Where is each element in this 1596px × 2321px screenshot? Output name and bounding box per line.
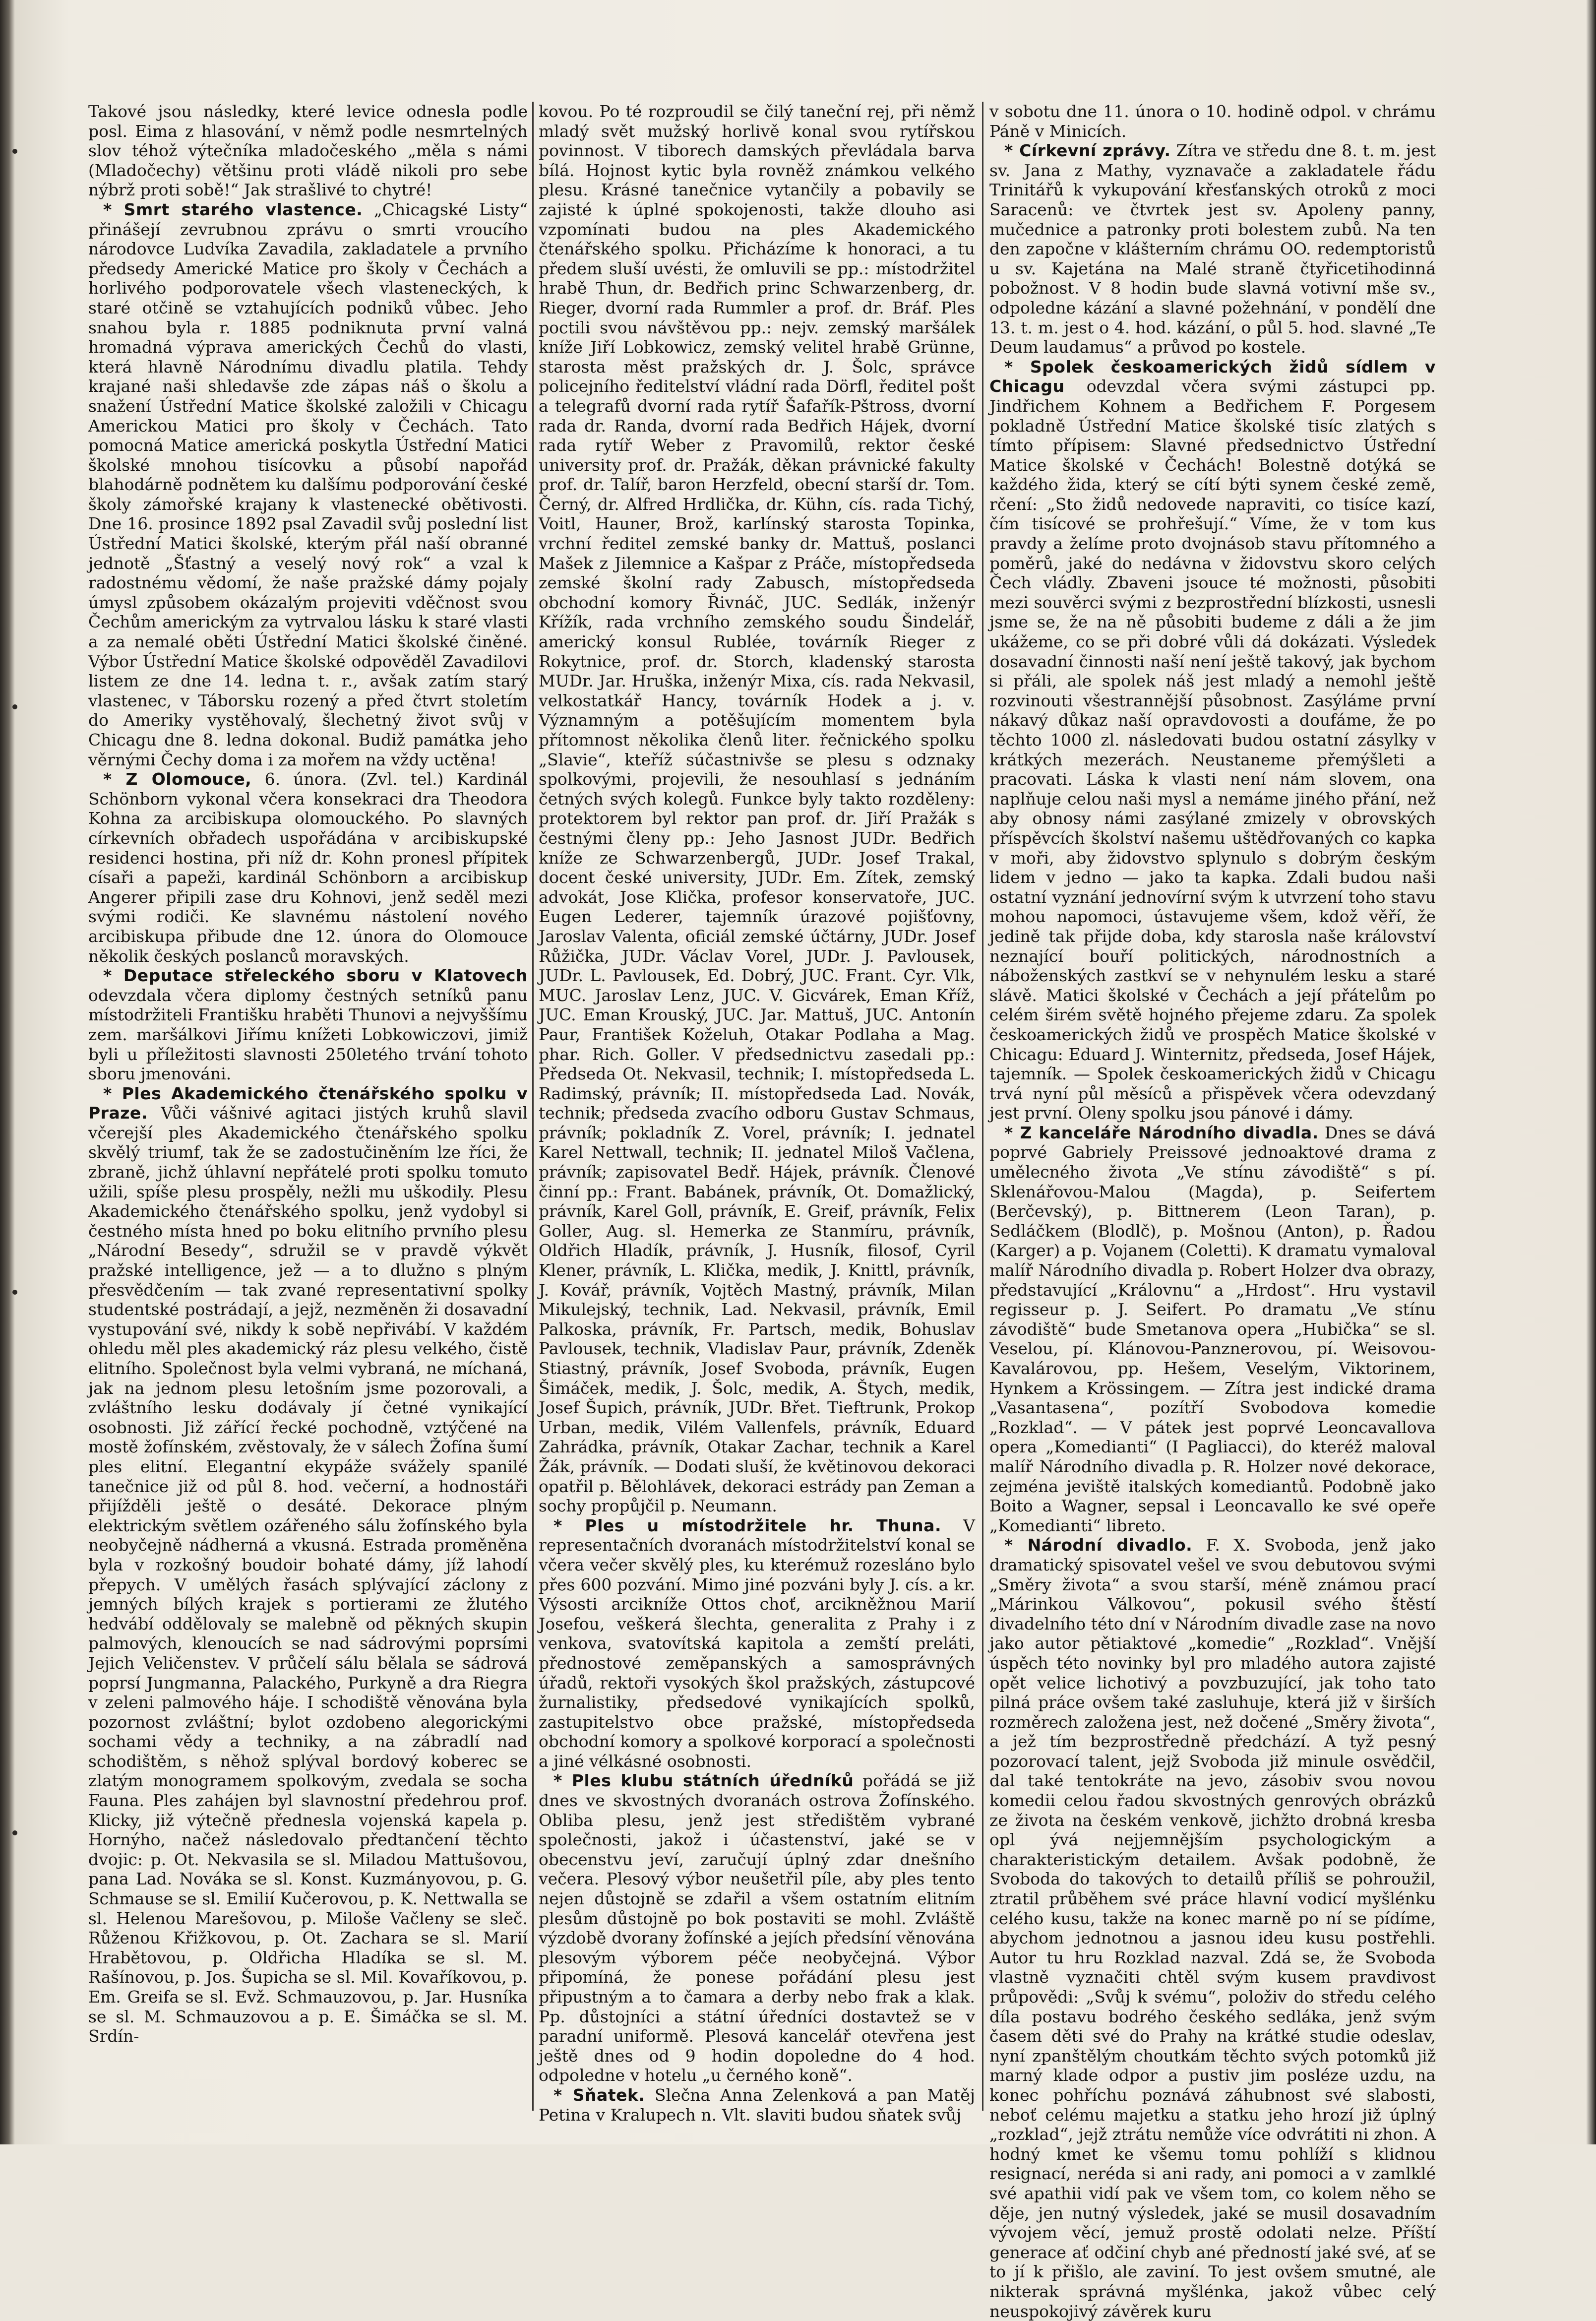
article-paragraph (88, 102, 528, 200)
article-paragraph (989, 102, 1436, 141)
article-text: „Chicagské Listy“ přinášejí zevrubnou zprávu o smrti vroucího národovce Ludvíka Zavadila, zakladatele a prvního předsedy Americké Matice pro školy v Čechách a horlivého podporovatele všech vlasteneckých, k staré otčině se vztahujících podniků vůbec. Jeho snahou byla r. 1885 podniknuta první valná hromadná výprava amerických Čechů do vlasti, která hlavně Národnímu divadlu platila. Tehdy krajané naši shledavše zde zápas náš o školu a snažení Ústřední Matice školské založili v Chicagu Americkou Matici pro školy v Čechách. Tato pomocná Matice americká poskytla Ústřední Matici školské mnohou tisícovku a působí napořád blahodárně podnětem ku dalšímu podporování české školy zámořské krajany k vlastenecké obětivosti. Dne 16. prosince 1892 psal Zavadil svůj poslední list Ústřední Matici školské, kterým přál naší obranné jednotě „Šťastný a veselý nový rok“ a vzal k radostnému vědomí, že naše pražské dámy pojaly úmysl způsobem okázalým projeviti vděčnost svou Čechům americkým za vytrvalou lásku k staré vlasti a za nemalé oběti Ústřední Matici školské činěné. Výbor Ústřední Matice školské odpověděl Zavadilovi listem ze dne 14. ledna t. r., avšak zatím starý vlastenec, v Táborsku rozený a před čtvrt stoletím do Ameriky vystěhovalý, šlechetný život svůj v Chicagu dne 8. ledna dokonal. Budiž památka jeho věrnými Čechy doma i za mořem na vždy uctěna! (88, 199, 528, 769)
article-text: Vůči vášnivé agitaci jistých kruhů slavil včerejší ples Akademického čtenářského spolku skvělý triumf, tak že se zadostučiněním lze říci, že zbraně, jichž úhlavní nepřátelé proti spolku tomuto užili, spíše plesu prospěly, nežli mu uškodily. Plesu Akademického čtenářského spolku, jenž vydobyl si čestného místa hned po boku elitního prvního plesu „Národní Besedy“, sdružil se v pravdě výkvět pražské intelligence, jež — a to dlužno s plným přesvědčením — tak zvané representativní spolky studentské postrádají, a jejž, nezměněn ži dosavadní vystupování své, nikdy k sobě nepřivábí. V každém ohledu měl ples akademický ráz plesu velkého, čistě elitního. Společnost byla velmi vybraná, ne míchaná, jak na jednom plesu letošním jsme pozorovali, a zvláštního lesku dodávaly jí četné vynikající osobnosti. Již zářící řecké pochodně, vztýčené na mostě žofínském, zvěstovaly, že v sálech Žofína šumí ples elitní. Elegantní ekypáže svážely spanilé tanečnice již od půl 8. hod. večerní, a hodnostáři přijížděli ještě o desáté. Dekorace plným elektrickým světlem ozářeného sálu žofínského byla neobyčejně nádherná a vkusná. Estrada proměněna byla v rozkošný boudoir bohaté dámy, jíž lahodí přepych. V umělých řasách splývající záclony z jemných bílých krajek s portierami ze žlutého hedvábí oddělovaly se malebně od pěkných skupin palmových, klenoucích se nad sádrovými poprsími Jejich Veličenstev. V průčelí sálu bělala se sádrová poprsí Jungmanna, Palackého, Purkyně a dra Riegra v zeleni palmového háje. I schodiště věnována byla pozornost zvláštní; bylot ozdobeno alegorickými sochami vědy a techniky, a na zábradlí nad schodištěm, s něhož splýval bordový koberec se zlatým monogramem spolkovým, zvedala se socha Fauna. Ples zahájen byl slavnostní předehrou prof. Klicky, již výtečně přednesla vojenská kapela p. Hornýho, načež následovalo předtančení těchto dvojic: p. Ot. Nekvasila se sl. Miladou Mattušovou, pana Lad. Nováka se sl. Konst. Kuzmányovou, p. G. Schmause se sl. Emilií Kučerovou, p. K. Nettwalla se sl. Helenou Marešovou, p. Miloše Vačleny se sleč. Růženou Křižkovou, p. Ot. Zachara se sl. Marií Hrabětovou, p. Oldřicha Hladíka se sl. M. Rašínovou, p. Jos. Šupicha se sl. Mil. Kovaříkovou, p. Em. Greifa se sl. Evž. Schmauzovou, p. Jar. Husníka se sl. M. Schmauzovou a p. E. Šimáčka se sl. M. Srdín- (88, 1103, 528, 2046)
article-paragraph (539, 1516, 975, 1771)
scan-edge-left (0, 0, 15, 2144)
article-paragraph (539, 1771, 975, 2085)
article-heading: * Národní divadlo. (1004, 1535, 1193, 1555)
article-paragraph (88, 1084, 528, 2046)
binding-hole (12, 704, 17, 709)
column-rule (982, 102, 983, 2111)
column-2 (539, 102, 975, 2125)
binding-hole (12, 1830, 17, 1835)
article-text: 6. února. (Zvl. tel.) Kardinál Schönborn vykonal včera konsekraci dra Theodora Kohna za arcibiskupa olomouckého. Po slavných církevních obřadech uspořádána v arcibiskupské residenci hostina, při níž dr. Kohn pronesl přípitek císaři a papeži, kardinál Schönborn a arcibiskup Angerer připili zase dru Kohnovi, jenž seděl mezi svými rodiči. Ke slavnému nástolení nového arcibiskupa přibude dne 12. února do Olomouce několik českých poslanců moravských. (88, 769, 528, 966)
article-text: kovou. Po té rozproudil se čilý taneční rej, při němž mladý svět mužský horlivě konal svou rytířskou povinnost. V tiborech damských převládala barva bílá. Hojnost kytic byla rovněž známkou velkého plesu. Krásné tanečnice vytančily a pobavily se zajisté k úplné spokojenosti, takže dlouho asi vzpomínati budou na ples Akademického čtenářského spolku. Přicházíme k honoraci, a tu předem sluší uvésti, že omluvili se pp.: místodržitel hrabě Thun, dr. Bedřich princ Schwarzenberg, dr. Rieger, dvorní rada Rummler a prof. dr. Bráf. Ples poctili svou návštěvou pp.: nejv. zemský maršálek kníže Jiří Lobkowicz, zemský velitel hrabě Grünne, starosta měst pražských dr. J. Šolc, správce policejního ředitelství vládní rada Dörfl, ředitel pošt a telegrafů dvorní rada rytíř Šafařík-Pštross, dvorní rada dr. Randa, dvorní rada Bedřich Hájek, dvorní rada rytíř Weber z Pravomilů, rektor české university prof. dr. Pražák, děkan právnické fakulty prof. dr. Talíř, baron Herzfeld, obecní starší dr. Tom. Černý, dr. Alfred Hrdlička, dr. Kühn, cís. rada Tichý, Voitl, Hauner, Brož, karlínský starosta Topinka, vrchní ředitel zemské banky dr. Mattuš, poslanci Mašek z Jilemnice a Kašpar z Práče, místopředseda zemské školní rady Zabusch, místopředseda obchodní komory Řivnáč, JUC. Sedlák, inženýr Křížík, rada vrchního zemského soudu Šindelář, americký konsul Rublée, továrník Rieger z Rokytnice, prof. dr. Storch, kladenský starosta MUDr. Jar. Hruška, inženýr Mixa, cís. rada Nekvasil, velkostatkář Hancy, továrník Hodek a j. v. Významným a potěšujícím momentem byla přítomnost několika členů liter. řečnického spolku „Slavie“, kteříž súčastnivše se plesu s odznaky spolkovými, projevili, že nesouhlasí s jednáním četných svých kolegů. Funkce byly takto rozděleny: protektorem byl rektor pan prof. dr. Jiří Pražák s čestnými členy pp.: Jeho Jasnost JUDr. Bedřich kníže ze Schwarzenbergů, JUDr. Josef Trakal, docent české university, JUDr. Em. Zítek, zemský advokát, Jose Klička, profesor konservatoře, JUC. Eugen Lederer, tajemník úrazové pojišťovny, Jaroslav Valenta, oficiál zemské účtárny, JUDr. Josef Růžička, JUDr. Václav Vorel, JUDr. J. Pavlousek, JUDr. L. Pavlousek, Ed. Dobrý, JUC. Frant. Cyr. Vlk, MUC. Jaroslav Lenz, JUC. V. Gicvárek, Eman Kříž, JUC. Eman Krouský, JUC. Jar. Mattuš, JUC. Antonín Paur, František Koželuh, Otakar Podlaha a Mag. phar. Rich. Goller. V předsednictvu zasedali pp.: Předseda Ot. Nekvasil, technik; I. místopředseda L. Radimský, právník; II. místopředseda Lad. Novák, technik; předseda zvacího odboru Gustav Schmaus, právník; pokladník Z. Vorel, právník; I. jednatel Karel Nettwall, technik; II. jednatel Miloš Vačlena, právník; zapisovatel Bedř. Hájek, právník. Členové činní pp.: Frant. Babánek, právník, Ot. Domažlický, právník, Karel Goll, právník, E. Greif, právník, Felix Goller, Aug. sl. Hemerka ze Stanmíru, právník, Oldřich Hladík, právník, J. Husník, filosof, Cyril Klener, právník, L. Klička, medik, J. Knittl, právník, J. Kovář, právník, Vojtěch Mastný, právník, Milan Mikulejský, technik, Lad. Nekvasil, právník, Emil Palkoska, právník, Fr. Partsch, medik, Bohuslav Pavlousek, technik, Vladislav Paur, právník, Zdeněk Stiastný, právník, Josef Svoboda, právník, Eugen Šimáček, medik, J. Šolc, medik, A. Štych, medik, Josef Šupich, právník, JUDr. Břet. Tieftrunk, Prokop Urban, medik, Vilém Vallenfels, právník, Eduard Zahrádka, právník, Otakar Zachar, technik a Karel Žák, právník. — Dodati sluší, že květinovou dekoraci opatřil p. Bělohlávek, dekoraci estrády pan Zeman a sochy propůjčil p. Neumann. (539, 102, 975, 1516)
article-paragraph (539, 2085, 975, 2125)
article-text: V representačních dvoranách místodržitelství konal se včera večer skvělý ples, ku kterémuž rozesláno bylo přes 600 pozvání. Mimo jiné pozváni byly J. cís. a kr. Výsosti arcikníže Ottos choť, arcikněžnou Marií Josefou, veškerá šlechta, generalita z Prahy i z venkova, svatovítská kapitola a zemští preláti, přednostové zeměpanských a samosprávných úřadů, rektoři vysokých škol pražských, zástupcové žurnalistiky, předsedové vynikajících spolků, zastupitelstvo obce pražské, místopředseda obchodní komory a spolkové korporací a společnosti a jiné vélkásné osobnosti. (539, 1515, 975, 1771)
article-text: odevzdala včera diplomy čestných setníků panu místodržiteli Františku hraběti Thunovi a nejvyššímu zem. maršálkovi Jiřímu knížeti Lobkowiczovi, jimiž byli u příležitosti slavnosti 250letého trvání tohoto sboru jmenováni. (88, 985, 528, 1084)
binding-hole (12, 149, 17, 154)
column-3 (989, 102, 1436, 2321)
article-text: Slečna Anna Zelenková a pan Matěj Petina v Kralupech n. Vlt. slaviti budou sňatek svůj (539, 2085, 975, 2125)
article-text: odevzdal včera svými zástupci pp. Jindřichem Kohnem a Bedřichem F. Porgesem pokladně Ústřední Matice školské tisíc zlatých s tímto přípisem: Slavné předsednictvo Ústřední Matice školské v Čechách! Bolestně dotýká se každého žida, který se cítí býti synem české země, rčení: „Sto židů nedovede napraviti, co tisíce kazí, čím tisícové se prohřešují.“ Víme, že v tom kus pravdy a želíme proto dvojnásob stavu přítomného a poměrů, jaké do nedávna v židovstvu skoro celých Čech vládly. Zbaveni jsouce té možnosti, působiti mezi souvěrci svými z bezprostřední blízkosti, usnesli jsme se, že na ně působiti budeme z dáli a že jim ukážeme, co se při dobré vůli dá dokázati. Výsledek dosavadní činnosti naší není ještě takový, jak bychom si přáli, ale spolek náš jest mladý a nemohl ještě rozvinouti všestrannější působnost. Zasýláme první nákavý důkaz naší opravdovosti a doufáme, že po těchto 1000 zl. následovati budou ostatní zásylky v krátkých mezerách. Neustaneme přemýšleti a pracovati. Láska k vlasti není nám slovem, ona naplňuje celou naši mysl a nemáme jiného přání, než aby obnosy námi zasýlané zmizely v obrovských příspěvcích školství našemu uštědřovaných co kapka v moři, aby židovstvo splynulo s dobrým českým lidem v jedno — jako ta kapka. Zdali budou naši ostatní vyznání jednovírní svým k utvrzení toho stavu mohou napomoci, ústavujeme všem, kdož věří, že jedině tak přijde doba, kdy starosla naše království neznající bouří politických, národnostních a náboženských zastkví se v nehynulém lesku a staré slávě. Matici školské v Čechách a její přátelům po celém širém světě hojného přejeme zdaru. Za spolek českoamerických židů ve prospěch Matice školské v Chicagu: Eduard J. Winternitz, předseda, Josef Hájek, tajemník. — Spolek českoamerických židů v Chicagu trvá nyní půl měsíců a přispěvek včera odevzdaný jest první. Oleny spolku jsou pánové i dámy. (989, 376, 1436, 1123)
article-paragraph (989, 1123, 1436, 1535)
article-paragraph (989, 357, 1436, 1123)
article-text: Takové jsou následky, které levice odnesla podle posl. Eima z hlasování, v němž podle nesmrtelných slov téhož výtečníka mladočeského „měla s námi (Mladočechy) většinu proti vládě nikoli pro sebe nýbrž proti sobě!“ Jak strašlivé to chytré! (88, 102, 528, 200)
article-text: Dnes se dává poprvé Gabriely Preissové jednoaktové drama z umělecného života „Ve stínu závodiště“ s pí. Sklenářovou-Malou (Magda), p. Seifertem (Berčevský), p. Bittnerem (Leon Taran), p. Sedláčkem (Blodlč), p. Mošnou (Anton), p. Řadou (Karger) a p. Vojanem (Coletti). K dramatu vymaloval malíř Národního divadla p. Robert Holzer dva obrazy, představující „Královnu“ a „Hrdost“. Hru vystavil regisseur p. J. Seifert. Po dramatu „Ve stínu závodiště“ bude Smetanova opera „Hubička“ se sl. Veselou, pí. Klánovou-Panznerovou, pí. Weisovou-Kavalárovou, pp. Hešem, Veselým, Viktorinem, Hynkem a Krössingem. — Zítra jest indické drama „Vasantasena“, pozítří Svobodova komedie „Rozklad“. — V pátek jest poprvé Leoncavallova opera „Komedianti“ (I Pagliacci), do kteréž maloval malíř Národního divadla p. R. Holzer nové dekorace, zejména jeviště italských komediantů. Podobně jako Boito a Wagner, sepsal i Leoncavallo ke své opeře „Komedianti“ libreto. (989, 1123, 1436, 1535)
article-text: v sobotu dne 11. února o 10. hodině odpol. v chrámu Páně v Minicích. (989, 102, 1436, 141)
article-text: pořádá se již dnes ve skvostných dvoranách ostrova Žofínského. Obliba plesu, jenž jest středištěm vybrané společnosti, jakož i účastenství, jaké se v obecenstvu jeví, zaručují úplný zdar dnešního večera. Plesový výbor neušetřil píle, aby ples tento nejen důstojně se zdařil a všem ostatním elitním plesům důstojně po bok postaviti se mohl. Zvláště výzdobě dvorany žofínské a jejích předsíní věnována plesovým výborem péče neobyčejná. Výbor připomíná, že ponese pořádání plesu jest připustným a to čamara a derby nebo frak a klak. Pp. důstojníci a státní úředníci dostavtež se v paradní uniformě. Plesová kancelář otevřena jest ještě dnes od 9 hodin dopoledne do 4 hod. odpoledne v hotelu „u černého koně“. (539, 1771, 975, 2085)
article-heading: * Smrt starého vlastence. (103, 199, 363, 219)
scan-edge-right (1586, 0, 1596, 2144)
article-heading: * Ples Akademického čtenářského spolku v Praze. (88, 1083, 528, 1123)
article-heading: * Deputace střeleckého sboru v Klatovech (103, 966, 528, 986)
article-paragraph (539, 102, 975, 1516)
article-heading: * Spolek českoamerických židů sídlem v Chicagu (989, 357, 1436, 396)
binding-hole (12, 1290, 17, 1295)
article-heading: * Z kanceláře Národního divadla. (1004, 1123, 1319, 1142)
article-paragraph (989, 1535, 1436, 2321)
article-heading: * Církevní zprávy. (1004, 141, 1171, 161)
article-paragraph (88, 200, 528, 769)
article-text: Zítra ve středu dne 8. t. m. jest sv. Jana z Mathy, vyznavače a zakladatele řádu Trinitářů k vykupování křesťanských otroků z moci Saracenů: ve čtvrtek jest sv. Apoleny panny, mučednice a patronky proti bolestem zubů. Na ten den započne v klášterním chrámu OO. redemptoristů u sv. Kajetána na Malé straně čtyřicetihodinná pobožnost. V 8 hodin bude slavná votivní mše sv., odpoledne kázání a slavné požehnání, v pondělí dne 13. t. m. jest o 4. hod. kázání, o půl 5. hod. slavné „Te Deum laudamus“ a průvod po kostele. (989, 141, 1436, 357)
article-heading: * Ples u místodržitele hr. Thuna. (553, 1515, 941, 1535)
article-heading: * Z Olomouce, (103, 769, 252, 789)
article-text: F. X. Svoboda, jenž jako dramatický spisovatel vešel ve svou debutovou svými „Směry života“ a svou starší, méně známou prací „Márinkou Válkovou“, pokusil svého štěstí divadelního této dní v Národním divadle zase na novo jako autor pětiaktové „komedie“ „Rozklad“. Vnější úspěch této novinky byl pro mladého autora zajisté opět velice lichotivý a povzbuzující, jak toho tato pilná práce ovšem také zasluhuje, která již v širších rozměrech založena jest, než dočené „Směry života“, a jež tím bezprostředně předchází. A tyž pesný pozorovací talent, jejž Svoboda již minule osvědčil, dal také tentokráte na jevo, zásobiv svou novou komedii celou řadou skvostných genrových obrázků ze života na českém venkově, jichžto drobná kresba opl ývá nejjemnějším psychologickým a charakteristickým detailem. Avšak podobně, že Svoboda do takových to detailů příliš se pohroužil, ztratil průběhem své práce hlavní vodicí myšlénku celého kusu, takže na konec marně po ní se pídíme, abychom jednotnou a jasnou ideu kusu postřehli. Autor tu hru Rozklad nazval. Zdá se, že Svoboda vlastně vyznačiti chtěl svým kusem pravdivost průpovědi: „Svůj k svému“, položiv do středu celého díla postavu bodrého českého sedláka, jenž svým časem děti své do Prahy na krátké studie odeslav, nyní zpanštělým choutkám těchto svých potomků již marný klade odpor a pustiv jim posléze uzdu, na konec pohříchu poznává záhubnost své slabosti, neboť celému majetku a statku jeho hrozí již úplný „rozklad“, jejž ztrátu nemůže více odvrátiti ni zhon. A hodný kmet ke všemu tomu pohlíží s klidnou resignací, neréda si ani rady, ani pomoci a v zamlklé své apathii vidí pak ve všem tom, co kolem něho se děje, jen nutný výsledek, jaké se musil dosavadním vývojem věcí, jemuž prostě odolati nelze. Příští generace ať odčiní chyb ané předností jaké své, ať se to jí k přišlo, ale zaviní. To jest ovšem smutné, ale nikterak správná myšlénka, jakož vůbec celý neuspokojivý závěrek kuru (989, 1535, 1436, 2321)
article-heading: * Sňatek. (553, 2085, 645, 2105)
article-heading: * Ples klubu státních úředníků (553, 1771, 854, 1791)
column-rule (532, 102, 534, 2111)
article-paragraph (989, 141, 1436, 357)
article-paragraph (88, 769, 528, 966)
column-1 (88, 102, 528, 2111)
article-paragraph (88, 966, 528, 1084)
